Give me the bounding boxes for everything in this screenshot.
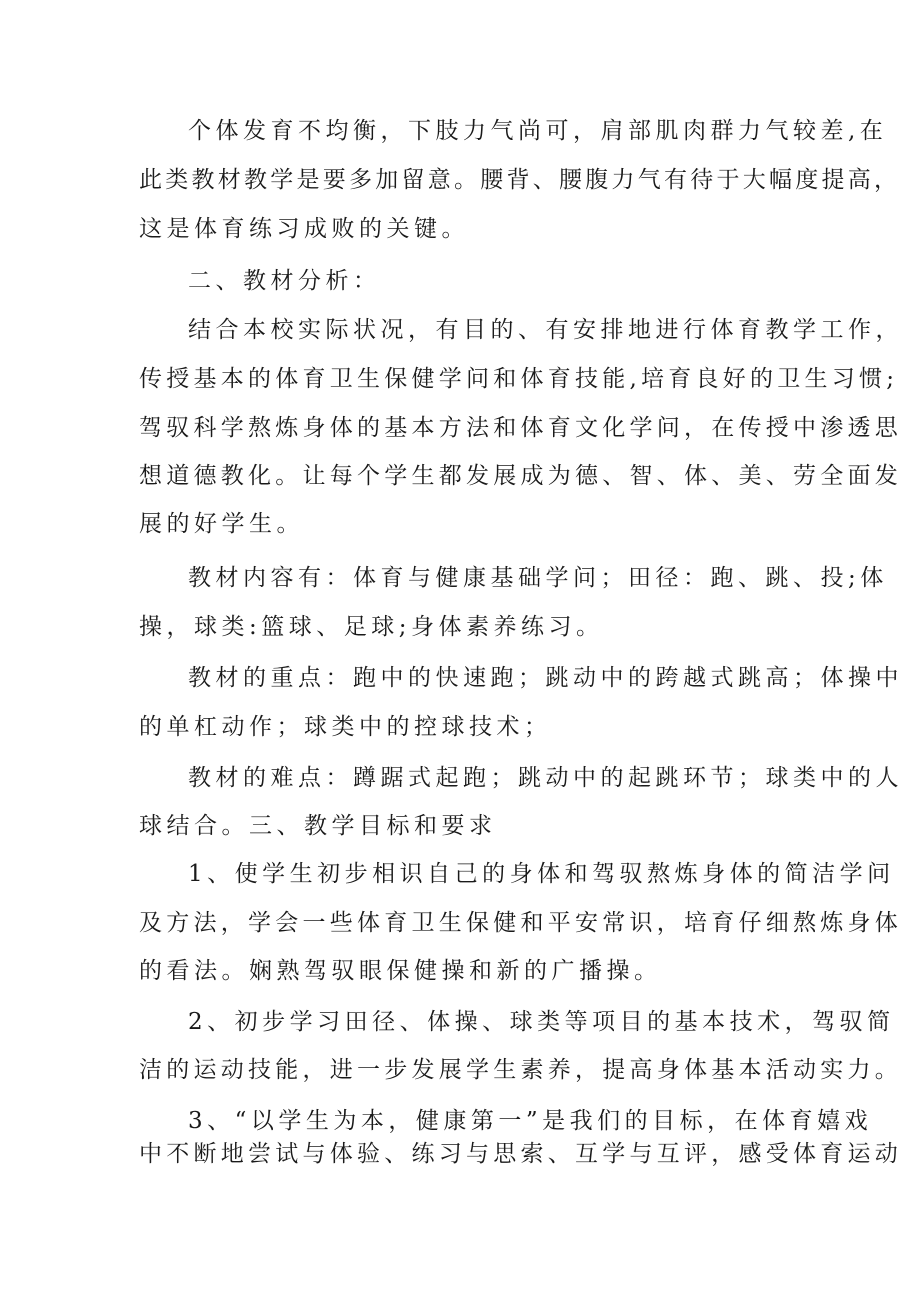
paragraph-7-line-2: 洁的运动技能，进一步发展学生素养，提高身体基本活动实力。 (139, 1057, 902, 1083)
paragraph-4-line-2: 的单杠动作；球类中的控球技术； (139, 714, 552, 740)
section-heading-2: 二、教材分析： (188, 268, 381, 294)
paragraph-2-line-1: 结合本校实际状况，有目的、有安排地进行体育教学工作， (188, 317, 903, 343)
paragraph-1-line-2: 此类教材教学是要多加留意。腰背、腰腹力气有待于大幅度提高， (139, 167, 901, 193)
paragraph-6-line-3: 的看法。娴熟驾驭眼保健操和新的广播操。 (139, 958, 662, 984)
paragraph-3-line-1: 教材内容有：体育与健康基础学问；田径：跑、跳、投;体 (188, 565, 888, 591)
paragraph-6-line-2: 及方法，学会一些体育卫生保健和平安常识，培育仔细熬炼身体 (139, 910, 902, 936)
paragraph-1-line-1: 个体发育不均衡，下肢力气尚可，肩部肌肉群力气较差,在 (188, 118, 888, 144)
paragraph-5-line-1: 教材的难点：蹲踞式起跑；跳动中的起跳环节；球类中的人 (188, 765, 903, 791)
paragraph-2-line-2: 传授基本的体育卫生保健学问和体育技能,培育良好的卫生习惯; (139, 366, 899, 392)
paragraph-8-line-2: 中不断地尝试与体验、练习与思索、互学与互评，感受体育运动 (139, 1141, 902, 1167)
paragraph-6-line-1: 1、使学生初步相识自己的身体和驾驭熬炼身体的简洁学问 (188, 861, 895, 887)
paragraph-7-line-1: 2、初步学习田径、体操、球类等项目的基本技术，驾驭简 (188, 1009, 895, 1035)
paragraph-8-line-1: 3、“以学生为本，健康第一”是我们的目标，在体育嬉戏 (188, 1108, 873, 1134)
paragraph-4-line-1: 教材的重点：跑中的快速跑；跳动中的跨越式跳高；体操中 (188, 665, 903, 691)
paragraph-3-line-2: 操，球类:篮球、足球;身体素养练习。 (139, 614, 604, 640)
paragraph-2-line-4: 想道德教化。让每个学生都发展成为德、智、体、美、劳全面发 (139, 463, 902, 489)
paragraph-2-line-5: 展的好学生。 (139, 511, 304, 537)
paragraph-1-line-3: 这是体育练习成败的关键。 (139, 216, 469, 242)
paragraph-5-line-2: 球结合。三、教学目标和要求 (139, 813, 497, 839)
paragraph-2-line-3: 驾驭科学熬炼身体的基本方法和体育文化学问，在传授中渗透思 (139, 415, 902, 441)
